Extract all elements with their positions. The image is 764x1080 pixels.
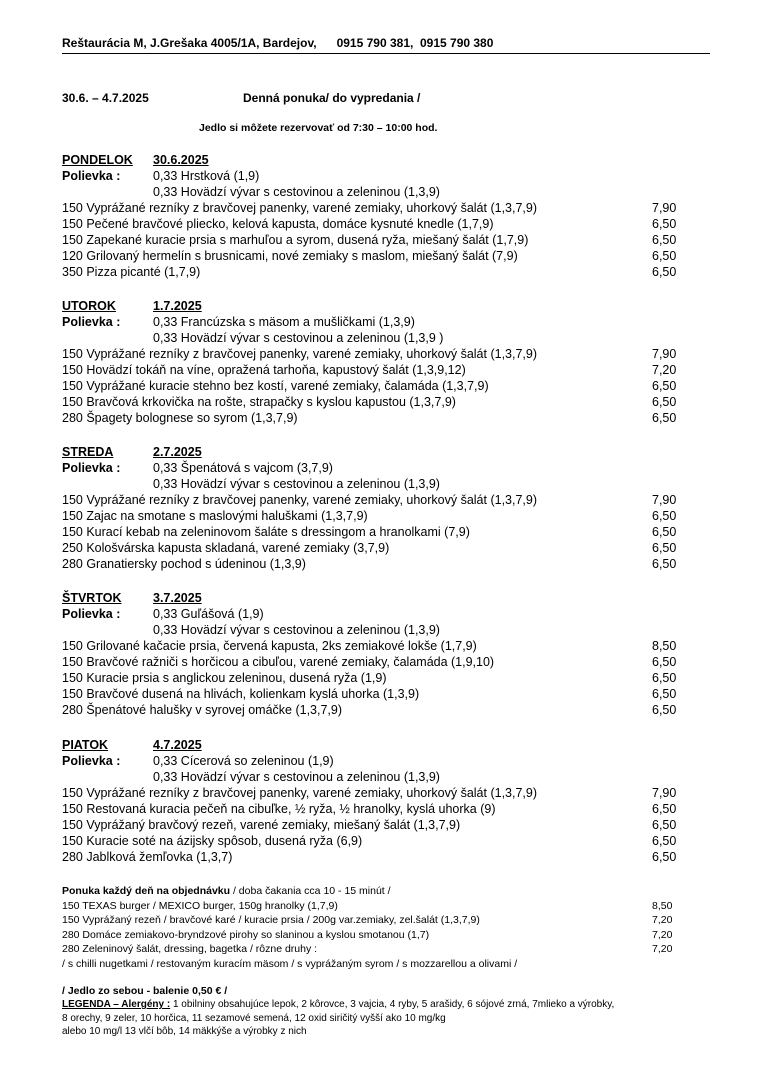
meal-row: [62, 833, 682, 849]
day-section: [62, 444, 682, 572]
daily-item-price: 8,50: [652, 899, 673, 912]
soup-row: [62, 460, 682, 476]
meal-row: [62, 492, 682, 508]
meal-row: [62, 508, 682, 524]
soup-row: [62, 606, 682, 622]
day-name: STREDA: [62, 445, 114, 459]
meal-row: [62, 540, 682, 556]
meal-row: [62, 785, 682, 801]
meal-row: [62, 394, 682, 410]
soup-row: [62, 476, 682, 492]
day-heading: [62, 152, 682, 168]
meal-text: 150 Vyprážané rezníky z bravčovej panenky, varené zemiaky, uhorkový šalát (1,3,7,9): [62, 493, 538, 507]
day-name: UTOROK: [62, 299, 116, 313]
soup-row: [62, 330, 682, 346]
daily-item-price: 7,20: [652, 914, 673, 926]
soup-row: [62, 769, 682, 785]
meal-row: [62, 801, 682, 817]
restaurant-header: Reštaurácia M, J.Grešaka 4005/1A, Bardejov, 0915 790 381, 0915 790 380: [62, 36, 710, 54]
meal-text: 280 Špenátové halušky v syrovej omáčke (1,3,7,9): [62, 703, 343, 717]
meal-price: 7,90: [652, 493, 677, 507]
meal-text: 120 Grilovaný hermelín s brusnicami, nové zemiaky s maslom, miešaný šalát (7,9): [62, 249, 518, 263]
daily-item: [62, 928, 682, 943]
meal-text: 150 Restovaná kuracia pečeň na cibuľke, ½ ryža, ½ hranolky, kyslá uhorka (9): [62, 802, 496, 816]
daily-item: [62, 942, 682, 957]
meal-row: [62, 686, 682, 702]
day-name: ŠTVRTOK: [62, 591, 122, 605]
soup-row: [62, 168, 682, 184]
daily-offer-title: [62, 884, 682, 899]
meal-text: 150 Hovädzí tokáň na víne, opražená tarhoňa, kapustový šalát (1,3,9,12): [62, 363, 466, 377]
meal-price: 6,50: [652, 249, 677, 263]
soup-text: 0,33 Hovädzí vývar s cestovinou a zeleninou (1,3,9): [153, 623, 440, 637]
meal-row: [62, 670, 682, 686]
meal-text: 280 Granatiersky pochod s údeninou (1,3,9): [62, 557, 306, 571]
meal-text: 150 Bravčové dusená na hlivách, kolienkam kyslá uhorka (1,3,9): [62, 687, 420, 701]
soup-label: Polievka :: [62, 315, 121, 329]
daily-item-text: 280 Zeleninový šalát, dressing, bagetka / rôzne druhy :: [62, 943, 318, 955]
day-date: 4.7.2025: [153, 738, 202, 752]
meal-text: 280 Jablková žemľovka (1,3,7): [62, 850, 233, 864]
soup-text: 0,33 Hovädzí vývar s cestovinou a zeleninou (1,3,9): [153, 770, 440, 784]
legend-line-3: alebo 10 mg/l 13 vlčí bôb, 14 mäkkýše a výrobky z nich: [62, 1026, 307, 1037]
soup-text: 0,33 Hovädzí vývar s cestovinou a zeleninou (1,3,9): [153, 477, 440, 491]
meal-text: 150 Bravčová krkovička na rošte, strapačky s kyslou kapustou (1,3,7,9): [62, 395, 456, 409]
meal-text: 150 Grilované kačacie prsia, červená kapusta, 2ks zemiakové lokše (1,7,9): [62, 639, 477, 653]
soup-row: [62, 622, 682, 638]
takeaway-note: / Jedlo zo sebou - balenie 0,50 € /: [62, 985, 228, 997]
meal-text: 150 Zapekané kuracie prsia s marhuľou a syrom, dusená ryža, miešaný šalát (1,7,9): [62, 233, 529, 247]
meal-price: 6,50: [652, 265, 677, 279]
meal-row: [62, 410, 682, 426]
meal-price: 6,50: [652, 541, 677, 555]
soup-row: [62, 314, 682, 330]
legend-line-1: 1 obilniny obsahujúce lepok, 2 kôrovce, 3 vajcia, 4 ryby, 5 arašidy, 6 sójové zrná, 7mlieko a výrobky,: [170, 999, 615, 1010]
daily-item-price: 7,20: [652, 943, 673, 955]
meal-text: 280 Špagety bolognese so syrom (1,3,7,9): [62, 411, 298, 425]
day-section: [62, 298, 682, 426]
meal-text: 250 Kološvárska kapusta skladaná, varené zemiaky (3,7,9): [62, 541, 390, 555]
meal-row: [62, 248, 682, 264]
day-date: 1.7.2025: [153, 299, 202, 313]
meal-price: 7,20: [652, 363, 677, 377]
meal-row: [62, 849, 682, 865]
day-name: PONDELOK: [62, 153, 133, 167]
soup-label: Polievka :: [62, 607, 121, 621]
daily-item: [62, 913, 682, 928]
meal-price: 6,50: [652, 850, 677, 864]
day-heading: [62, 298, 682, 314]
meal-price: 6,50: [652, 818, 677, 832]
meal-price: 6,50: [652, 233, 677, 247]
meal-text: 150 Vyprážaný bravčový rezeň, varené zemiaky, miešaný šalát (1,3,7,9): [62, 818, 461, 832]
daily-extras: / s chilli nugetkami / restovaným kuracím mäsom / s vyprážaným syrom / s mozzarellou a olivami /: [62, 957, 518, 970]
soup-text: 0,33 Francúzska s mäsom a mušličkami (1,3,9): [153, 315, 415, 329]
soup-row: [62, 184, 682, 200]
meal-price: 7,90: [652, 786, 677, 800]
meal-text: 150 Vyprážané kuracie stehno bez kostí, varené zemiaky, čalamáda (1,3,7,9): [62, 379, 489, 393]
meal-row: [62, 524, 682, 540]
day-section: [62, 152, 682, 280]
daily-item-price: 7,20: [652, 928, 673, 941]
meal-text: 350 Pizza picanté (1,7,9): [62, 265, 201, 279]
day-section: [62, 590, 682, 718]
soup-text: 0,33 Cícerová so zeleninou (1,9): [153, 754, 334, 768]
day-name: PIATOK: [62, 738, 109, 752]
week-dates: 30.6. – 4.7.2025: [62, 91, 149, 105]
meal-price: 6,50: [652, 217, 677, 231]
day-section: [62, 737, 682, 865]
meal-row: [62, 817, 682, 833]
meal-price: 7,90: [652, 347, 677, 361]
soup-text: 0,33 Hovädzí vývar s cestovinou a zeleninou (1,3,9 ): [153, 331, 444, 345]
daily-offer-title-bold: Ponuka každý deň na objednávku: [62, 885, 231, 897]
day-heading: [62, 444, 682, 460]
allergen-legend: [62, 998, 712, 1039]
meal-row: [62, 556, 682, 572]
daily-item-text: 280 Domáce zemiakovo-bryndzové pirohy so slaninou a kyslou smotanou (1,7): [62, 928, 430, 941]
meal-row: [62, 362, 682, 378]
soup-text: 0,33 Guľášová (1,9): [153, 607, 264, 621]
daily-offer-title-rest: / doba čakania cca 10 - 15 minút /: [230, 885, 391, 897]
meal-row: [62, 232, 682, 248]
meal-text: 150 Vyprážané rezníky z bravčovej panenky, varené zemiaky, uhorkový šalát (1,3,7,9): [62, 786, 538, 800]
meal-price: 8,50: [652, 639, 677, 653]
meal-text: 150 Pečené bravčové pliecko, kelová kapusta, domáce kysnuté knedle (1,7,9): [62, 217, 494, 231]
meal-row: [62, 654, 682, 670]
meal-row: [62, 346, 682, 362]
meal-price: 6,50: [652, 703, 677, 717]
meal-price: 6,50: [652, 834, 677, 848]
soup-label: Polievka :: [62, 461, 121, 475]
day-date: 3.7.2025: [153, 591, 202, 605]
meal-row: [62, 216, 682, 232]
soup-row: [62, 753, 682, 769]
meal-row: [62, 702, 682, 718]
meal-text: 150 Vyprážané rezníky z bravčovej panenky, varené zemiaky, uhorkový šalát (1,3,7,9): [62, 201, 538, 215]
meal-text: 150 Kuracie prsia s anglickou zeleninou, dusená ryža (1,9): [62, 671, 387, 685]
meal-price: 6,50: [652, 509, 677, 523]
meal-price: 6,50: [652, 655, 677, 669]
meal-price: 6,50: [652, 687, 677, 701]
soup-text: 0,33 Špenátová s vajcom (3,7,9): [153, 461, 333, 475]
meal-price: 7,90: [652, 201, 677, 215]
meal-text: 150 Kuracie soté na ázijsky spôsob, dusená ryža (6,9): [62, 834, 363, 848]
daily-item-text: 150 Vyprážaný rezeň / bravčové karé / kuracie prsia / 200g var.zemiaky, zel.šalát (1,3,7,9): [62, 914, 480, 926]
soup-label: Polievka :: [62, 169, 121, 183]
meal-text: 150 Kurací kebab na zeleninovom šaláte s dressingom a hranolkami (7,9): [62, 525, 470, 539]
meal-price: 6,50: [652, 379, 677, 393]
meal-price: 6,50: [652, 557, 677, 571]
day-date: 2.7.2025: [153, 445, 202, 459]
daily-item-text: 150 TEXAS burger / MEXICO burger, 150g hranolky (1,7,9): [62, 899, 338, 912]
daily-offer: [62, 884, 682, 971]
soup-label: Polievka :: [62, 754, 121, 768]
meal-price: 6,50: [652, 525, 677, 539]
meal-price: 6,50: [652, 411, 677, 425]
soup-text: 0,33 Hovädzí vývar s cestovinou a zeleninou (1,3,9): [153, 185, 440, 199]
meal-text: 150 Zajac na smotane s maslovými haluškami (1,3,7,9): [62, 509, 368, 523]
meal-price: 6,50: [652, 395, 677, 409]
meal-row: [62, 638, 682, 654]
meal-text: 150 Bravčové ražniči s horčicou a cibuľou, varené zemiaky, čalamáda (1,9,10): [62, 655, 495, 669]
meal-price: 6,50: [652, 802, 677, 816]
meal-row: [62, 200, 682, 216]
meal-row: [62, 378, 682, 394]
meal-text: 150 Vyprážané rezníky z bravčovej panenky, varené zemiaky, uhorkový šalát (1,3,7,9): [62, 347, 538, 361]
day-date: 30.6.2025: [153, 153, 209, 167]
meal-price: 6,50: [652, 671, 677, 685]
legend-label: LEGENDA – Alergény :: [62, 999, 171, 1010]
offer-title: Denná ponuka/ do vypredania /: [243, 91, 421, 105]
soup-text: 0,33 Hrstková (1,9): [153, 169, 260, 183]
day-heading: [62, 590, 682, 606]
daily-items: [62, 899, 682, 957]
reservation-note: Jedlo si môžete rezervovať od 7:30 – 10:00 hod.: [199, 122, 438, 134]
day-heading: [62, 737, 682, 753]
meal-row: [62, 264, 682, 280]
legend-line-2: 8 orechy, 9 zeler, 10 horčica, 11 sezamové semená, 12 oxid siričitý vyšší ako 10 mg/kg: [62, 1012, 446, 1024]
daily-item: [62, 899, 682, 914]
